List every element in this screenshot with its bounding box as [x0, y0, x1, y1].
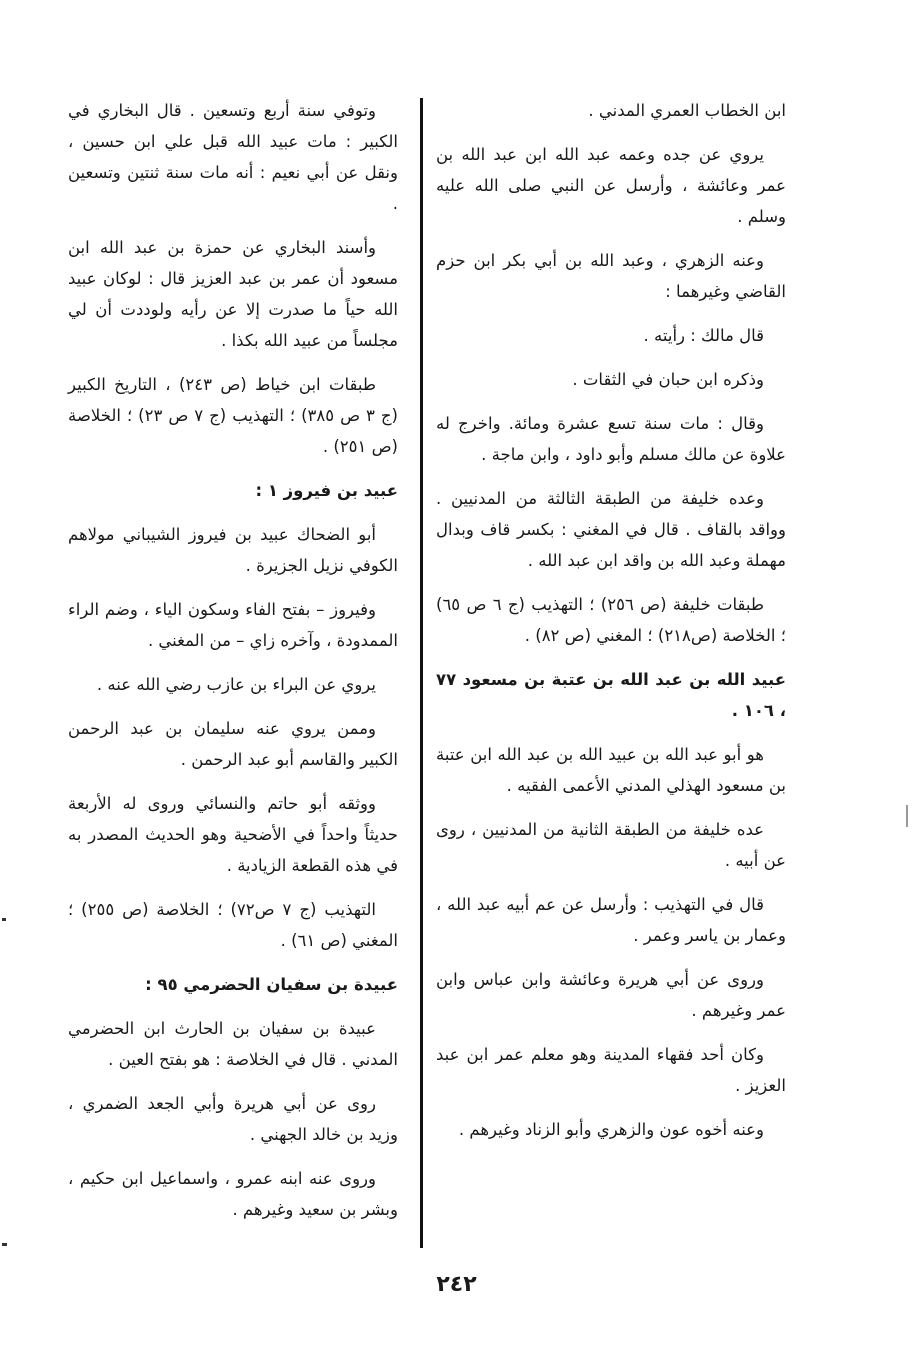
entry-heading: عبيد بن فيروز ١ : — [255, 481, 398, 500]
margin-mark — [2, 918, 6, 921]
paragraph: طبقات ابن خياط (ص ٢٤٣) ، التاريخ الكبير (ج ٣ ص ٣٨٥) ؛ التهذيب (ج ٧ ص ٢٣) ؛ الخلاصة (ص ٢٥١) . — [68, 375, 398, 456]
paragraph: وقال : مات سنة تسع عشرة ومائة. واخرج له علاوة عن مالك مسلم وأبو داود ، وابن ماجة . — [436, 414, 786, 464]
paragraph: وعده خليفة من الطبقة الثالثة من المدنيين . وواقد بالقاف . قال في المغني : بكسر قاف وبدال مهملة وعبد الله بن واقد ابن عبد الله . — [436, 489, 786, 570]
paragraph: وفيروز – بفتح الفاء وسكون الياء ، وضم الراء الممدودة ، وآخره زاي – من المغني . — [68, 600, 398, 650]
paragraph: وتوفي سنة أربع وتسعين . قال البخاري في الكبير : مات عبيد الله قبل علي ابن حسين ، ونقل عن أبي نعيم : أنه مات سنة ثنتين وتسعين . — [68, 101, 398, 213]
paragraph: قال في التهذيب : وأرسل عن عم أبيه عبد الله ، وعمار بن ياسر وعمر . — [436, 895, 786, 945]
paragraph: وروى عن أبي هريرة وعائشة وابن عباس وابن عمر وغيرهم . — [436, 970, 786, 1020]
right-column — [436, 95, 786, 1158]
entry-heading: عبيد الله بن عبد الله بن عتبة بن مسعود ٧٧ ، ١٠٦ . — [436, 670, 786, 720]
entry-heading: عبيدة بن سفيان الحضرمي ٩٥ : — [145, 975, 398, 994]
paragraph: ووثقه أبو حاتم والنسائي وروى له الأربعة حديثاً واحداً في الأضحية وهو الحديث المصدر به في هذه القطعة الزيادية . — [68, 794, 398, 875]
paragraph: روى عن أبي هريرة وأبي الجعد الضمري ، وزيد بن خالد الجهني . — [68, 1094, 398, 1144]
paragraph: وذكره ابن حبان في الثقات . — [572, 370, 764, 389]
paragraph: يروي عن جده وعمه عبد الله ابن عبد الله بن عمر وعائشة ، وأرسل عن النبي صلى الله عليه وسلم . — [436, 145, 786, 226]
paragraph: أبو الضحاك عبيد بن فيروز الشيباني مولاهم الكوفي نزيل الجزيرة . — [68, 525, 398, 575]
left-column — [68, 95, 398, 1238]
margin-mark — [906, 805, 908, 827]
paragraph: وعنه أخوه عون والزهري وأبو الزناد وغيرهم . — [458, 1120, 764, 1139]
paragraph: طبقات خليفة (ص ٢٥٦) ؛ التهذيب (ج ٦ ص ٦٥) ؛ الخلاصة (ص٢١٨) ؛ المغني (ص ٨٢) . — [436, 595, 786, 645]
paragraph: وكان أحد فقهاء المدينة وهو معلم عمر ابن عبد العزيز . — [436, 1045, 786, 1095]
page-number: ٢٤٢ — [436, 1272, 477, 1297]
paragraph: قال مالك : رأيته . — [643, 326, 764, 345]
margin-mark — [2, 1243, 7, 1246]
paragraph: وروى عنه ابنه عمرو ، واسماعيل ابن حكيم ، وبشر بن سعيد وغيرهم . — [68, 1169, 398, 1219]
paragraph: وأسند البخاري عن حمزة بن عبد الله ابن مسعود أن عمر بن عبد العزيز قال : لوكان عبيد الله حياً ما صدرت إلا عن رأيه ولوددت أن لي مجلساً من عبيد الله بكذا . — [68, 238, 398, 350]
paragraph: عده خليفة من الطبقة الثانية من المدنيين ، روى عن أبيه . — [436, 820, 786, 870]
paragraph: التهذيب (ج ٧ ص٧٢) ؛ الخلاصة (ص ٢٥٥) ؛ المغني (ص ٦١) . — [68, 900, 398, 950]
paragraph: هو أبو عبد الله بن عبيد الله بن عبد الله ابن عتبة بن مسعود الهذلي المدني الأعمى الفقيه . — [436, 745, 786, 795]
paragraph: يروي عن البراء بن عازب رضي الله عنه . — [96, 675, 376, 694]
paragraph: وممن يروي عنه سليمان بن عبد الرحمن الكبير والقاسم أبو عبد الرحمن . — [68, 719, 398, 769]
paragraph: ابن الخطاب العمري المدني . — [588, 101, 786, 120]
column-divider — [420, 98, 423, 1248]
paragraph: عبيدة بن سفيان بن الحارث ابن الحضرمي المدني . قال في الخلاصة : هو بفتح العين . — [68, 1019, 398, 1069]
paragraph: وعنه الزهري ، وعبد الله بن أبي بكر ابن حزم القاضي وغيرهما : — [436, 251, 786, 301]
